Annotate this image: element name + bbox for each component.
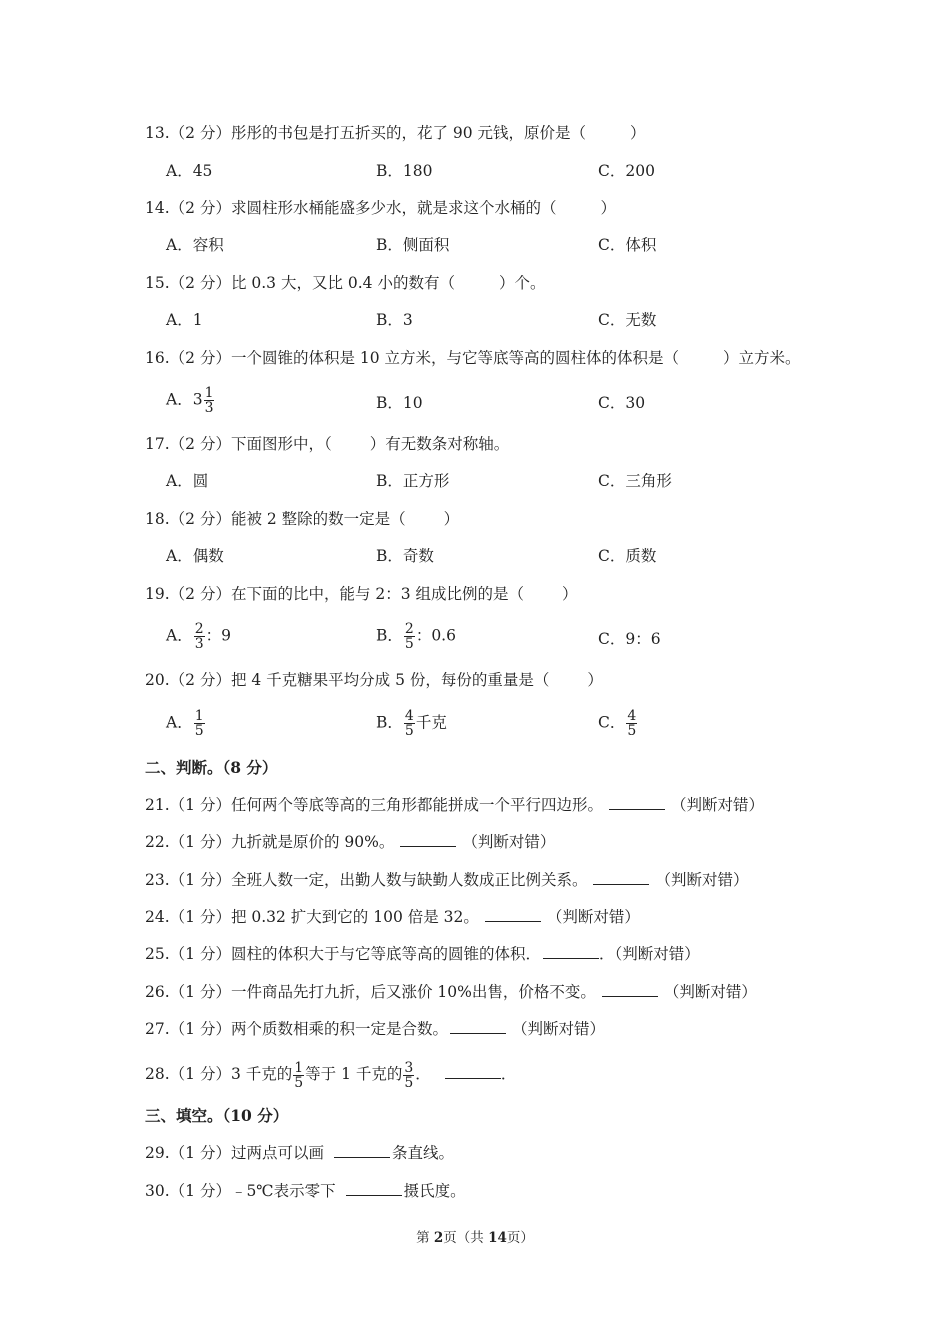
question-29: 29.（1 分）过两点可以画 条直线。 <box>145 1144 454 1162</box>
question-30: 30.（1 分）﹣5℃表示零下 摄氏度。 <box>145 1182 466 1200</box>
answer-blank[interactable] <box>593 870 649 885</box>
question-25: 25.（1 分）圆柱的体积大于与它等底等高的圆锥的体积． ．（判断对错） <box>145 945 700 963</box>
current-page-number: 2 <box>433 1230 444 1246</box>
fraction: $\frac{2}{5}$ <box>404 621 414 652</box>
question-14: 14.（2 分）求圆柱形水桶能盛多少水，就是求这个水桶的（ ） <box>145 199 616 217</box>
answer-blank[interactable] <box>445 1064 501 1079</box>
q18-option-c: C．质数 <box>598 547 657 565</box>
fraction: $\frac{1}{3}$ <box>204 385 214 416</box>
question-19: 19.（2 分）在下面的比中，能与 2：3 组成比例的是（ ） <box>145 585 578 603</box>
q13-option-b: B．180 <box>376 162 433 180</box>
fraction: $\frac{2}{3}$ <box>194 621 204 652</box>
q15-option-a: A．1 <box>166 311 203 329</box>
total-pages: 14 <box>488 1230 507 1246</box>
question-22: 22.（1 分）九折就是原价的 90%。 （判断对错） <box>145 833 556 851</box>
q13-option-a: A．45 <box>166 162 213 180</box>
answer-blank[interactable] <box>346 1181 402 1196</box>
q18-option-b: B．奇数 <box>376 547 434 565</box>
question-24: 24.（1 分）把 0.32 扩大到它的 100 倍是 32。 （判断对错） <box>145 908 640 926</box>
fraction: $\frac{4}{5}$ <box>404 708 414 739</box>
answer-blank[interactable] <box>485 907 541 922</box>
question-17: 17.（2 分）下面图形中，（ ）有无数条对称轴。 <box>145 435 510 453</box>
q18-option-a: A．偶数 <box>166 547 224 565</box>
q17-option-a: A．圆 <box>166 472 209 490</box>
page-footer: 第 2页（共 14页） <box>416 1230 534 1246</box>
question-18: 18.（2 分）能被 2 整除的数一定是（ ） <box>145 510 460 528</box>
question-27: 27.（1 分）两个质数相乘的积一定是合数。 （判断对错） <box>145 1020 605 1038</box>
answer-blank[interactable] <box>543 944 599 959</box>
question-15: 15.（2 分）比 0.3 大，又比 0.4 小的数有（ ）个。 <box>145 274 546 292</box>
q15-option-b: B．3 <box>376 311 413 329</box>
question-16: 16.（2 分）一个圆锥的体积是 10 立方米，与它等底等高的圆柱体的体积是（ ）立方米。 <box>145 349 801 367</box>
question-21: 21.（1 分）任何两个等底等高的三角形都能拼成一个平行四边形。 （判断对错） <box>145 796 764 814</box>
q20-option-b: B． $\frac{4}{5}$ 千克 <box>376 708 447 739</box>
q14-option-a: A．容积 <box>166 236 224 254</box>
q14-option-b: B．侧面积 <box>376 236 450 254</box>
q16-option-b: B．10 <box>376 394 423 412</box>
question-13: 13.（2 分）彤彤的书包是打五折买的，花了 90 元钱，原价是（ ） <box>145 124 646 142</box>
q16-option-a: A．3 $\frac{1}{3}$ <box>166 385 214 416</box>
answer-blank[interactable] <box>334 1143 390 1158</box>
q20-option-a: A． $\frac{1}{5}$ <box>166 708 204 739</box>
fraction: $\frac{1}{5}$ <box>294 1059 304 1091</box>
question-20: 20.（2 分）把 4 千克糖果平均分成 5 份，每份的重量是（ ） <box>145 671 603 689</box>
section-heading-fill-in: 三、填空。（10 分） <box>145 1106 289 1125</box>
question-23: 23.（1 分）全班人数一定，出勤人数与缺勤人数成正比例关系。 （判断对错） <box>145 871 749 889</box>
fraction: $\frac{3}{5}$ <box>404 1059 414 1091</box>
q17-option-b: B．正方形 <box>376 472 450 490</box>
q16-option-c: C．30 <box>598 394 646 412</box>
q19-option-c: C．9：6 <box>598 630 661 648</box>
q19-option-a: A． $\frac{2}{3}$ ：9 <box>166 621 231 652</box>
section-heading-judgment: 二、判断。（8 分） <box>145 758 278 777</box>
fraction: $\frac{4}{5}$ <box>627 708 637 739</box>
answer-blank[interactable] <box>450 1019 506 1034</box>
q20-option-c: C． $\frac{4}{5}$ <box>598 708 637 739</box>
answer-blank[interactable] <box>400 832 456 847</box>
q15-option-c: C．无数 <box>598 311 657 329</box>
fraction: $\frac{1}{5}$ <box>194 708 204 739</box>
question-28: 28.（1 分）3 千克的 $\frac{1}{5}$ 等于 1 千克的 $\frac{3}{5}$ ． ． <box>145 1059 517 1091</box>
q13-option-c: C．200 <box>598 162 655 180</box>
q14-option-c: C．体积 <box>598 236 657 254</box>
answer-blank[interactable] <box>609 795 665 810</box>
question-26: 26.（1 分）一件商品先打九折，后又涨价 10%出售，价格不变。 （判断对错） <box>145 983 757 1001</box>
q19-option-b: B． $\frac{2}{5}$ ：0.6 <box>376 621 456 652</box>
q17-option-c: C．三角形 <box>598 472 672 490</box>
answer-blank[interactable] <box>602 982 658 997</box>
